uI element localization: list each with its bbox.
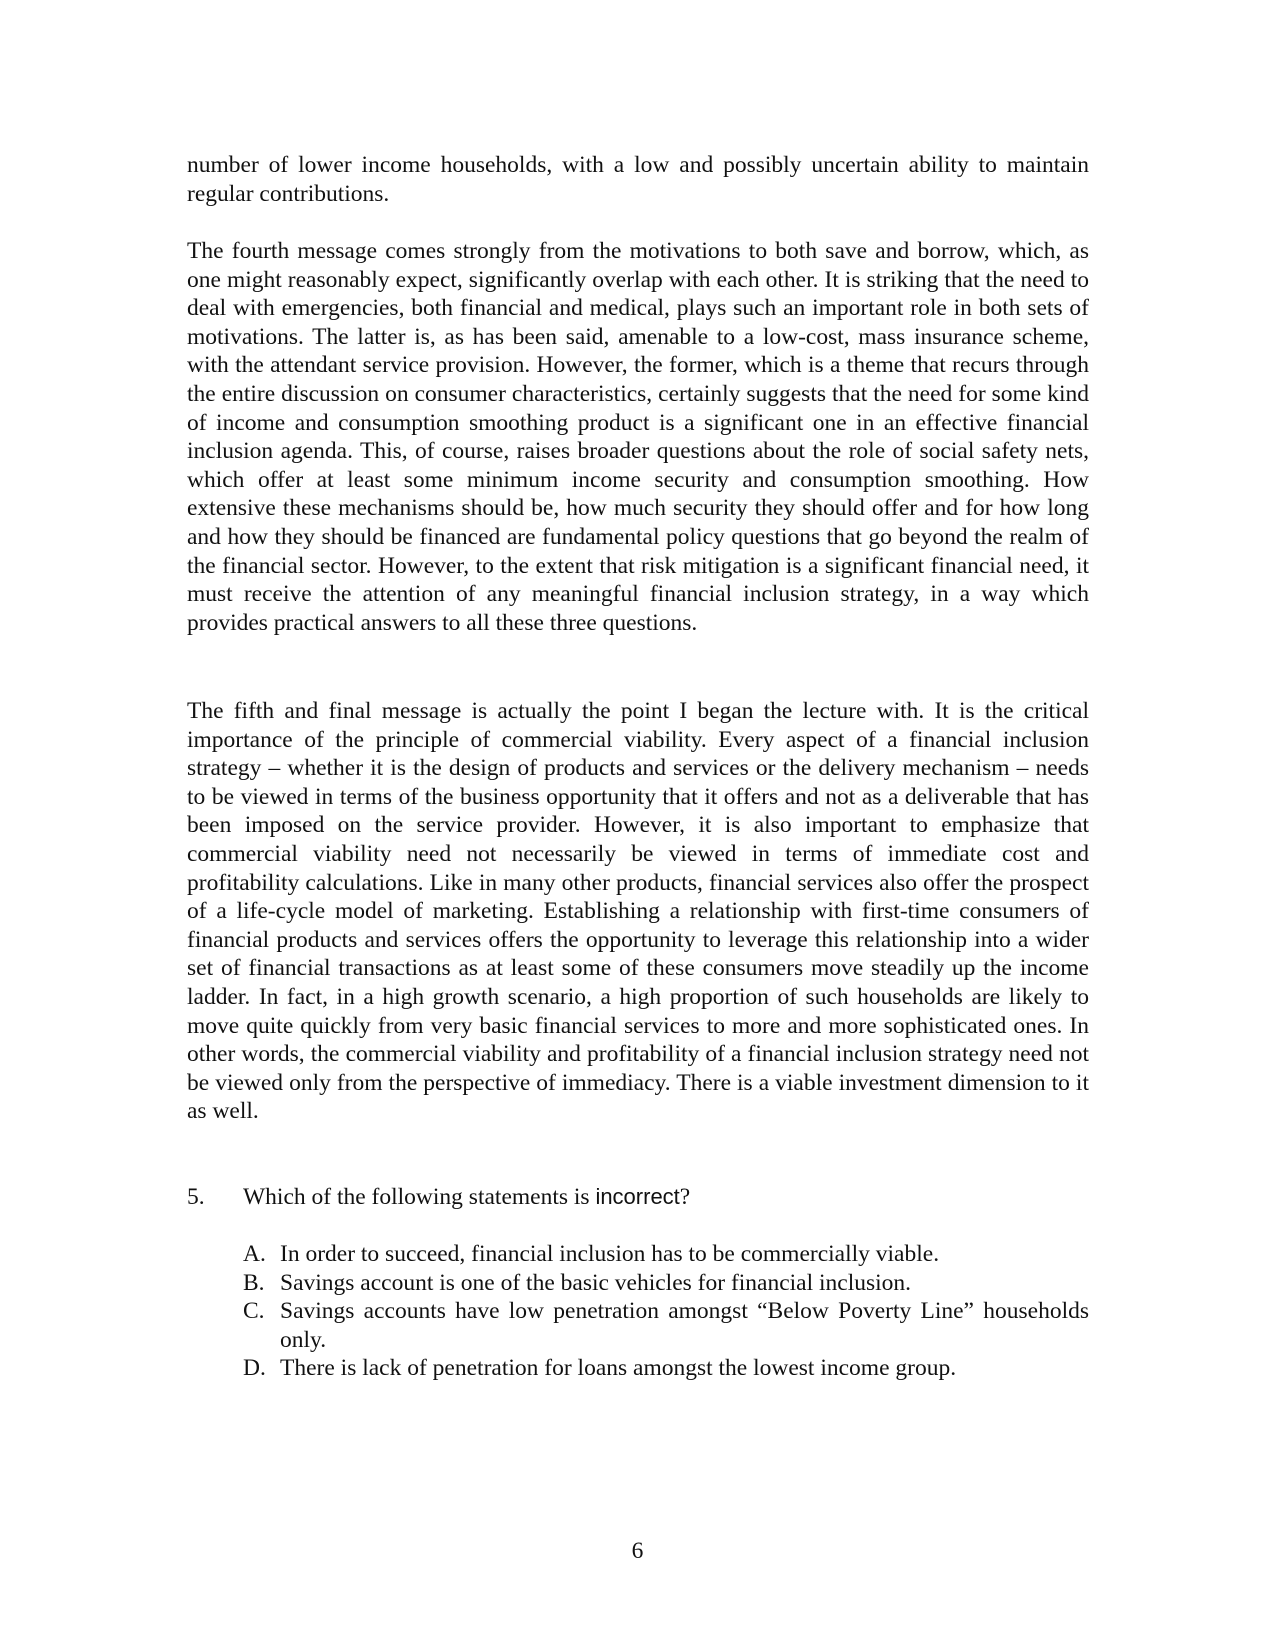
option-a — [243, 1240, 1089, 1269]
option-letter: C. — [243, 1298, 265, 1325]
paragraph-1: number of lower income households, with a low and possibly uncertain ability to maintain regular contributions. — [187, 152, 1089, 207]
question-number: 5. — [187, 1184, 205, 1210]
page-number: 6 — [631, 1538, 644, 1564]
question-text-start: Which of the following statements is — [243, 1184, 596, 1210]
option-text: Savings accounts have low penetration amongst “Below Poverty Line” households only. — [280, 1298, 1089, 1353]
option-d — [243, 1354, 1089, 1383]
answer-options — [243, 1240, 1089, 1383]
option-text: In order to succeed, financial inclusion has to be commercially viable. — [280, 1241, 940, 1267]
paragraph-3: The fifth and final message is actually the point I began the lecture with. It is the critical importance of the principle of commercial viability. Every aspect of a financial inclusion strategy – whether it is the design of products and services or the delivery mechanism – needs to be viewed in terms of the business opportunity that it offers and not as a deliverable that has been imposed on the service provider. However, it is also important to emphasize that commercial viability need not necessarily be viewed in terms of immediate cost and profitability calculations. Like in many other products, financial services also offer the prospect of a life-cycle model of marketing. Establishing a relationship with first-time consumers of financial products and services offers the opportunity to leverage this relationship into a wider set of financial transactions as at least some of these consumers move steadily up the income ladder. In fact, in a high growth scenario, a high proportion of such households are likely to move quite quickly from very basic financial services to more and more sophisticated ones. In other words, the commercial viability and profitability of a financial inclusion strategy need not be viewed only from the perspective of immediacy. There is a viable investment dimension to it as well. — [187, 698, 1089, 1125]
question-emphasis: incorrect — [595, 1184, 680, 1209]
question-text-end: ? — [679, 1184, 691, 1210]
option-text: Savings account is one of the basic vehicles for financial inclusion. — [280, 1269, 912, 1296]
option-letter: B. — [243, 1269, 265, 1296]
option-c — [243, 1297, 1089, 1354]
option-letter: A. — [243, 1241, 266, 1267]
paragraph-2: The fourth message comes strongly from the motivations to both save and borrow, which, as one might reasonably expect, significantly overlap with each other. It is striking that the need to deal with emergencies, both financial and medical, plays such an important role in both sets of motivations. The latter is, as has been said, amenable to a low-cost, mass insurance scheme, with the attendant service provision. However, the former, which is a theme that recurs through the entire discussion on consumer characteristics, certainly suggests that the need for some kind of income and consumption smoothing product is a significant one in an effective financial inclusion agenda. This, of course, raises broader questions about the role of social safety nets, which offer at least some minimum income security and consumption smoothing. How extensive these mechanisms should be, how much security they should offer and for how long and how they should be financed are fundamental policy questions that go beyond the realm of the financial sector. However, to the extent that risk mitigation is a significant financial need, it must receive the attention of any meaningful financial inclusion strategy, in a way which provides practical answers to all these three questions. — [187, 238, 1089, 636]
option-letter: D. — [243, 1355, 266, 1382]
option-text: There is lack of penetration for loans amongst the lowest income group. — [280, 1355, 957, 1382]
option-b — [243, 1269, 1089, 1298]
question-text — [243, 1183, 690, 1212]
